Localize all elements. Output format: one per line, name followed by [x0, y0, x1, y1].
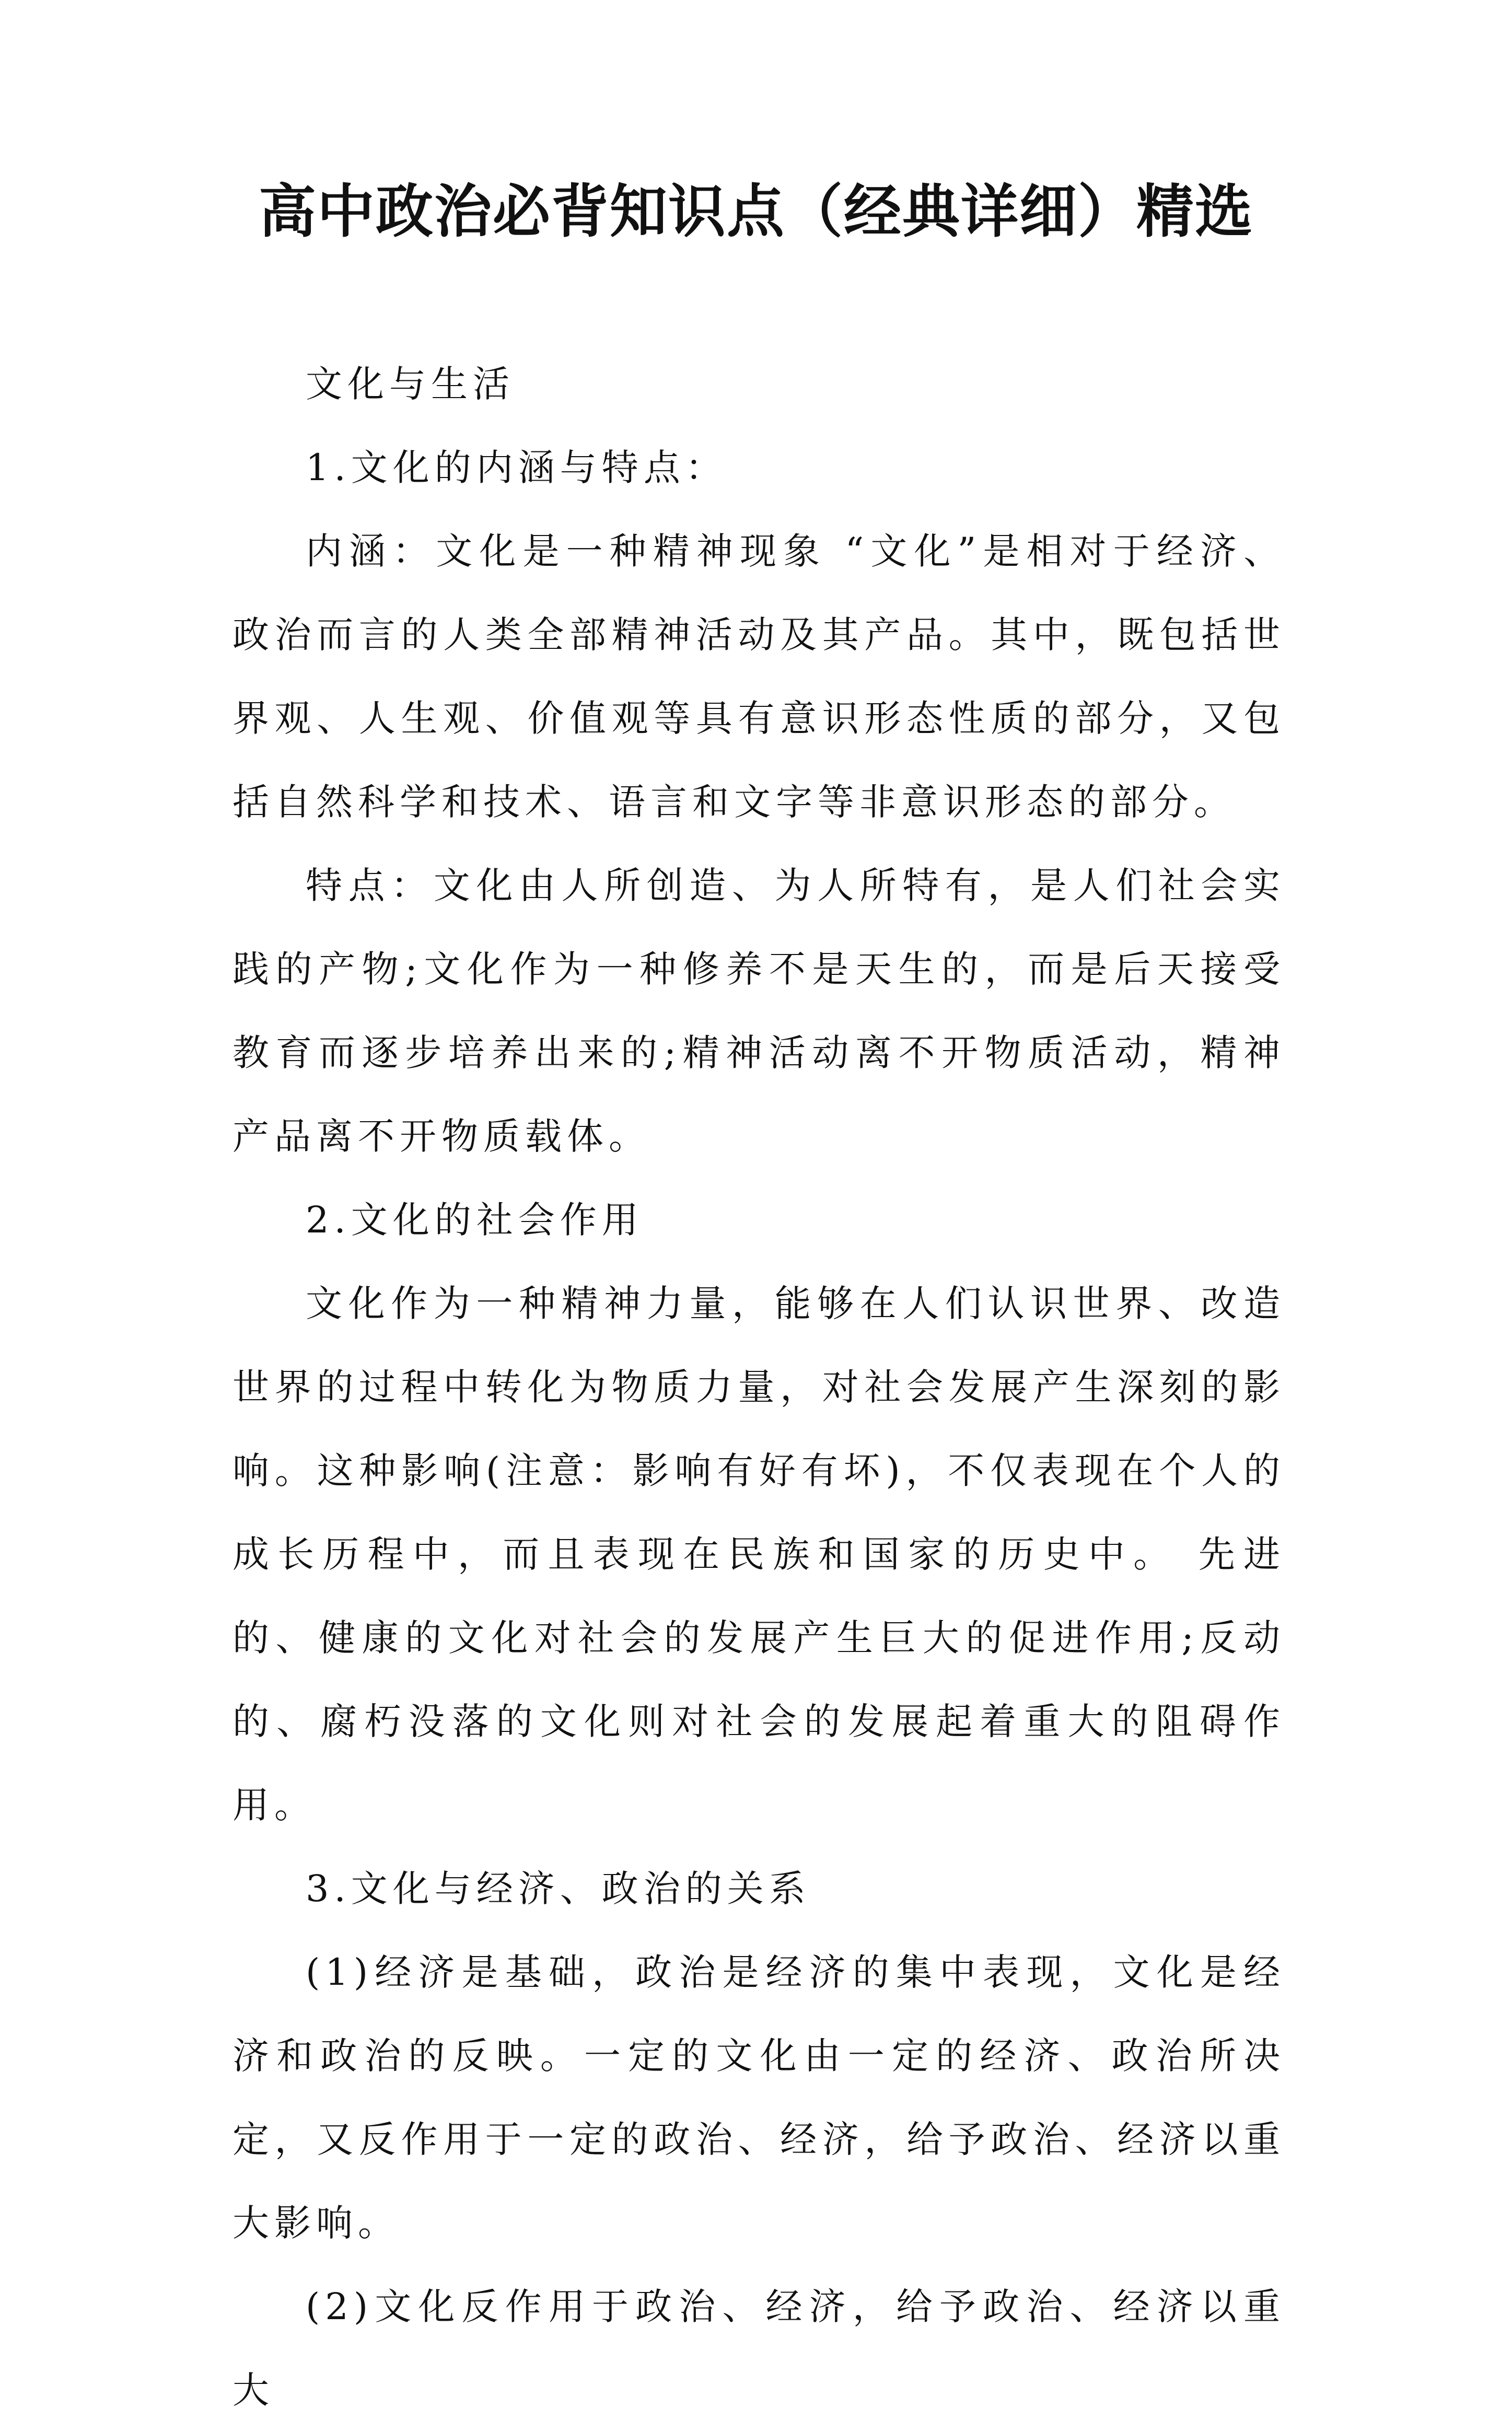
paragraph-point-2: (2)文化反作用于政治、经济，给予政治、经济以重大 [232, 2285, 1285, 2412]
paragraph-social-role: 文化作为一种精神力量，能够在人们认识世界、改造世界的过程中转化为物质力量，对社会发展产生深刻的影响。这种影响(注意：影响有好有坏)，不仅表现在个人的成长历程中，而且表现在民族和国家的历史中。 先进的、健康的文化对社会的发展产生巨大的促进作用;反动的、腐朽没落的文化则对社会的发展起着重大的阻碍作用。 [232, 1282, 1285, 1826]
heading-social-role: 2.文化的社会作用 [306, 1198, 644, 1241]
paragraph-features: 特点：文化由人所创造、为人所特有，是人们社会实践的产物;文化作为一种修养不是天生的，而是后天接受教育而逐步培养出来的;精神活动离不开物质活动，精神产品离不开物质载体。 [232, 864, 1285, 1158]
paragraph-connotation: 内涵：文化是一种精神现象 “文化”是相对于经济、政治而言的人类全部精神活动及其产品。其中，既包括世界观、人生观、价值观等具有意识形态性质的部分，又包括自然科学和技术、语言和文字等非意识形态的部分。 [232, 530, 1285, 823]
document-body [232, 342, 1285, 2432]
section-heading-culture-and-life: 文化与生活 [306, 363, 515, 405]
paragraph-point-1: (1)经济是基础，政治是经济的集中表现，文化是经济和政治的反映。一定的文化由一定的经济、政治所决定，又反作用于一定的政治、经济，给予政治、经济以重大影响。 [232, 1951, 1285, 2244]
heading-culture-economy-politics: 3.文化与经济、政治的关系 [306, 1867, 811, 1910]
document-title: 高中政治必背知识点（经典详细）精选 [259, 178, 1253, 245]
heading-culture-connotation-features: 1.文化的内涵与特点： [306, 446, 727, 489]
